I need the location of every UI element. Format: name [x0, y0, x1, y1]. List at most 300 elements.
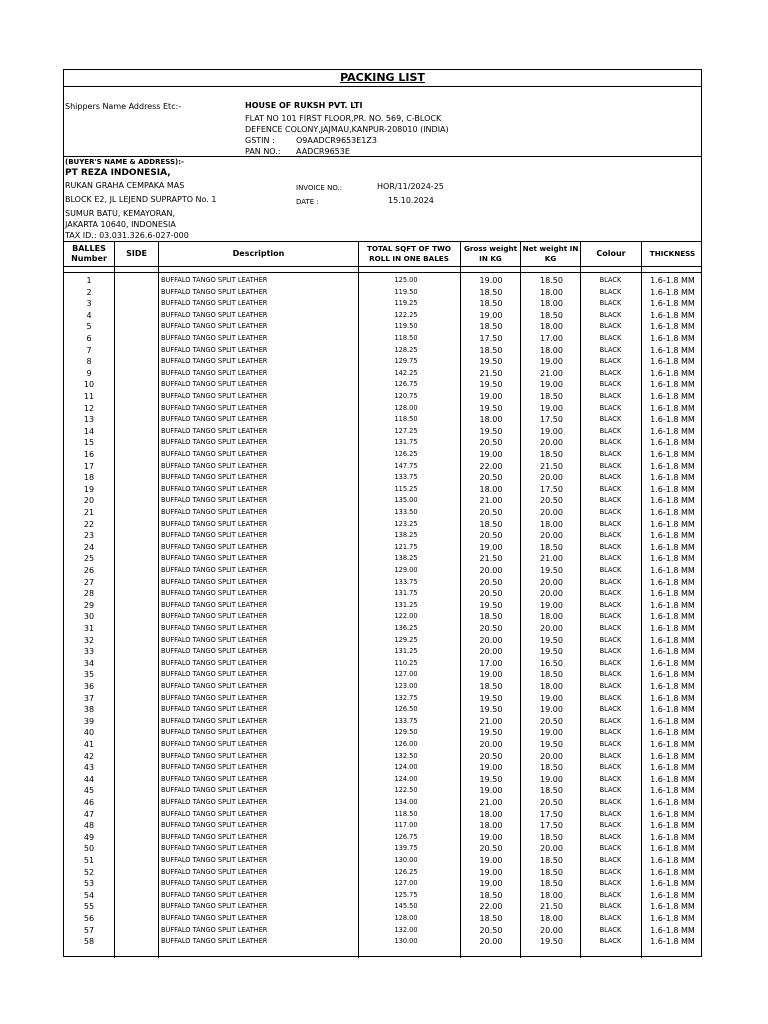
- gross-weight-cell: 21.00: [479, 496, 503, 506]
- sqft-cell: 132.00: [394, 925, 418, 934]
- balles-number-cell: 29: [83, 600, 95, 610]
- net-weight-cell: 18.50: [540, 832, 563, 842]
- gross-weight-cell: 19.00: [479, 276, 503, 285]
- thickness-cell: 1.6-1.8 MM: [650, 276, 695, 285]
- colour-cell: BLACK: [599, 554, 622, 563]
- sqft-cell: 121.75: [394, 542, 418, 551]
- description-cell: BUFFALO TANGO SPLIT LEATHER: [161, 531, 268, 540]
- colour-cell: BLACK: [599, 357, 622, 366]
- balles-number-cell: 15: [83, 438, 95, 448]
- balles-number-cell: 14: [83, 426, 95, 436]
- buyer-tax-id: TAX ID.: 03.031.326.6-027-000: [65, 231, 189, 240]
- net-weight-cell: 18.50: [540, 310, 563, 320]
- balles-number-cell: 45: [83, 786, 95, 796]
- net-weight-cell: 20.00: [540, 925, 563, 935]
- net-weight-cell: 18.00: [540, 519, 563, 529]
- thickness-cell: 1.6-1.8 MM: [650, 856, 695, 865]
- balles-number-cell: 55: [83, 902, 95, 912]
- net-weight-cell: 17.00: [540, 334, 563, 343]
- header-total-sqft: TOTAL SQFT OF TWO ROLL IN ONE BALES: [366, 244, 452, 263]
- net-weight-cell: 18.50: [540, 670, 563, 680]
- gross-weight-cell: 19.00: [479, 450, 503, 459]
- balles-number-cell: 23: [83, 531, 95, 541]
- description-cell: BUFFALO TANGO SPLIT LEATHER: [161, 380, 268, 389]
- balles-number-cell: 38: [83, 705, 95, 715]
- net-weight-cell: 20.50: [540, 798, 563, 807]
- description-cell: BUFFALO TANGO SPLIT LEATHER: [161, 821, 268, 830]
- description-cell: BUFFALO TANGO SPLIT LEATHER: [161, 658, 268, 667]
- table-row: [64, 530, 701, 542]
- net-weight-cell: 19.00: [540, 693, 563, 703]
- gross-weight-cell: 20.00: [479, 647, 503, 657]
- colour-cell: BLACK: [599, 751, 622, 760]
- colour-cell: BLACK: [599, 287, 622, 296]
- thickness-cell: 1.6-1.8 MM: [650, 438, 695, 448]
- sqft-cell: 139.75: [394, 844, 418, 853]
- sqft-cell: 122.25: [394, 310, 418, 319]
- thickness-cell: 1.6-1.8 MM: [650, 658, 695, 668]
- description-cell: BUFFALO TANGO SPLIT LEATHER: [161, 902, 268, 911]
- thickness-cell: 1.6-1.8 MM: [650, 566, 695, 575]
- net-weight-cell: 19.00: [540, 600, 563, 610]
- thickness-cell: 1.6-1.8 MM: [650, 751, 695, 761]
- table-row: [64, 739, 701, 751]
- thickness-cell: 1.6-1.8 MM: [650, 473, 695, 483]
- balles-number-cell: 17: [83, 461, 95, 471]
- table-row: [64, 774, 701, 786]
- thickness-cell: 1.6-1.8 MM: [650, 600, 695, 610]
- colour-cell: BLACK: [599, 612, 622, 621]
- table-row: [64, 867, 701, 879]
- gross-weight-cell: 17.50: [479, 334, 503, 343]
- sqft-cell: 131.75: [394, 438, 418, 447]
- shipper-address-line2: DEFENCE COLONY,JAJMAU,KANPUR-208010 (INDIA): [245, 125, 449, 134]
- colour-cell: BLACK: [599, 299, 622, 308]
- table-row: [64, 855, 701, 867]
- sqft-cell: 129.75: [394, 357, 418, 366]
- thickness-cell: 1.6-1.8 MM: [650, 902, 695, 912]
- description-cell: BUFFALO TANGO SPLIT LEATHER: [161, 357, 268, 366]
- table-row: [64, 658, 701, 670]
- colour-cell: BLACK: [599, 600, 622, 609]
- description-cell: BUFFALO TANGO SPLIT LEATHER: [161, 322, 268, 331]
- balles-number-cell: 42: [83, 751, 95, 761]
- description-cell: BUFFALO TANGO SPLIT LEATHER: [161, 287, 268, 296]
- net-weight-cell: 21.50: [540, 461, 563, 471]
- net-weight-cell: 21.50: [540, 902, 563, 912]
- description-cell: BUFFALO TANGO SPLIT LEATHER: [161, 368, 268, 377]
- thickness-cell: 1.6-1.8 MM: [650, 612, 695, 622]
- gross-weight-cell: 22.00: [479, 902, 503, 912]
- balles-number-cell: 34: [83, 658, 95, 668]
- sqft-cell: 131.25: [394, 647, 418, 656]
- table-row: [64, 577, 701, 589]
- thickness-cell: 1.6-1.8 MM: [650, 821, 695, 831]
- thickness-cell: 1.6-1.8 MM: [650, 867, 695, 877]
- thickness-cell: 1.6-1.8 MM: [650, 322, 695, 332]
- table-row: [64, 635, 701, 647]
- sqft-cell: 123.00: [394, 682, 418, 690]
- sqft-cell: 132.75: [394, 693, 418, 702]
- thickness-cell: 1.6-1.8 MM: [650, 380, 695, 390]
- table-row: [64, 669, 701, 681]
- sqft-cell: 132.50: [394, 751, 418, 760]
- colour-cell: BLACK: [599, 937, 622, 946]
- description-cell: BUFFALO TANGO SPLIT LEATHER: [161, 867, 268, 876]
- colour-cell: BLACK: [599, 658, 622, 667]
- gross-weight-cell: 20.50: [479, 508, 503, 517]
- net-weight-cell: 20.50: [540, 716, 563, 726]
- net-weight-cell: 18.00: [540, 890, 563, 900]
- table-header-bottom: [64, 266, 701, 267]
- balles-number-cell: 13: [83, 415, 95, 425]
- balles-number-cell: 27: [83, 577, 95, 587]
- balles-number-cell: 25: [83, 554, 95, 564]
- colour-cell: BLACK: [599, 508, 622, 516]
- colour-cell: BLACK: [599, 740, 622, 748]
- balles-number-cell: 24: [83, 542, 95, 552]
- colour-cell: BLACK: [599, 693, 622, 702]
- net-weight-cell: 18.50: [540, 879, 563, 889]
- net-weight-cell: 20.00: [540, 624, 563, 633]
- gross-weight-cell: 18.50: [479, 345, 503, 355]
- gross-weight-cell: 21.00: [479, 798, 503, 807]
- description-cell: BUFFALO TANGO SPLIT LEATHER: [161, 809, 268, 818]
- thickness-cell: 1.6-1.8 MM: [650, 461, 695, 471]
- colour-cell: BLACK: [599, 774, 622, 783]
- sqft-cell: 125.75: [394, 890, 418, 899]
- description-cell: BUFFALO TANGO SPLIT LEATHER: [161, 403, 268, 412]
- balles-number-cell: 46: [83, 798, 95, 807]
- net-weight-cell: 18.00: [540, 612, 563, 622]
- description-cell: BUFFALO TANGO SPLIT LEATHER: [161, 740, 268, 748]
- description-cell: BUFFALO TANGO SPLIT LEATHER: [161, 426, 268, 435]
- description-cell: BUFFALO TANGO SPLIT LEATHER: [161, 345, 268, 354]
- table-row: [64, 484, 701, 496]
- balles-number-cell: 58: [83, 937, 95, 947]
- net-weight-cell: 18.50: [540, 867, 563, 877]
- description-cell: BUFFALO TANGO SPLIT LEATHER: [161, 276, 268, 284]
- colour-cell: BLACK: [599, 682, 622, 690]
- gross-weight-cell: 18.50: [479, 914, 503, 923]
- balles-number-cell: 54: [83, 890, 95, 900]
- shipper-address-line1: FLAT NO 101 FIRST FLOOR,PR. NO. 569, C-BLOCK: [245, 114, 442, 123]
- table-row: [64, 391, 701, 403]
- thickness-cell: 1.6-1.8 MM: [650, 426, 695, 436]
- colour-cell: BLACK: [599, 473, 622, 482]
- thickness-cell: 1.6-1.8 MM: [650, 635, 695, 645]
- buyer-address-line4: JAKARTA 10640, INDONESIA: [65, 220, 176, 229]
- description-cell: BUFFALO TANGO SPLIT LEATHER: [161, 484, 268, 493]
- invoice-no-label: INVOICE NO.:: [296, 184, 343, 192]
- net-weight-cell: 19.00: [540, 357, 563, 367]
- net-weight-cell: 18.50: [540, 392, 563, 401]
- sqft-cell: 115.25: [394, 484, 418, 493]
- gross-weight-cell: 20.00: [479, 937, 503, 947]
- table-row: [64, 820, 701, 832]
- sqft-cell: 127.00: [394, 879, 418, 888]
- colour-cell: BLACK: [599, 577, 622, 586]
- gross-weight-cell: 18.50: [479, 287, 503, 297]
- balles-number-cell: 28: [83, 589, 95, 599]
- colour-cell: BLACK: [599, 786, 622, 795]
- colour-cell: BLACK: [599, 763, 622, 772]
- thickness-cell: 1.6-1.8 MM: [650, 705, 695, 715]
- table-row: [64, 333, 701, 345]
- net-weight-cell: 20.00: [540, 473, 563, 483]
- buyer-address-line2: BLOCK E2, JL LEJEND SUPRAPTO No. 1: [65, 195, 217, 204]
- balles-number-cell: 40: [83, 728, 95, 738]
- net-weight-cell: 18.50: [540, 542, 563, 552]
- shipper-label: Shippers Name Address Etc:-: [65, 102, 182, 111]
- net-weight-cell: 18.00: [540, 287, 563, 297]
- table-row: [64, 565, 701, 577]
- colour-cell: BLACK: [599, 925, 622, 934]
- sqft-cell: 110.25: [394, 658, 418, 667]
- gross-weight-cell: 18.50: [479, 890, 503, 900]
- gross-weight-cell: 19.50: [479, 728, 503, 738]
- thickness-cell: 1.6-1.8 MM: [650, 624, 695, 633]
- net-weight-cell: 19.50: [540, 740, 563, 749]
- sqft-cell: 138.25: [394, 554, 418, 563]
- net-weight-cell: 18.50: [540, 856, 563, 865]
- gross-weight-cell: 19.50: [479, 774, 503, 784]
- description-cell: BUFFALO TANGO SPLIT LEATHER: [161, 415, 268, 424]
- colour-cell: BLACK: [599, 821, 622, 830]
- gross-weight-cell: 21.00: [479, 716, 503, 726]
- description-cell: BUFFALO TANGO SPLIT LEATHER: [161, 392, 268, 400]
- net-weight-cell: 19.00: [540, 426, 563, 436]
- thickness-cell: 1.6-1.8 MM: [650, 716, 695, 726]
- gross-weight-cell: 18.50: [479, 519, 503, 529]
- gross-weight-cell: 20.50: [479, 589, 503, 599]
- table-row: [64, 553, 701, 565]
- description-cell: BUFFALO TANGO SPLIT LEATHER: [161, 450, 268, 458]
- buyer-name: PT REZA INDONESIA,: [65, 168, 171, 178]
- gross-weight-cell: 18.50: [479, 612, 503, 622]
- gross-weight-cell: 19.00: [479, 879, 503, 889]
- thickness-cell: 1.6-1.8 MM: [650, 763, 695, 773]
- description-cell: BUFFALO TANGO SPLIT LEATHER: [161, 937, 268, 946]
- balles-number-cell: 9: [86, 368, 92, 378]
- table-row: [64, 345, 701, 357]
- thickness-cell: 1.6-1.8 MM: [650, 542, 695, 552]
- sqft-cell: 118.50: [394, 809, 418, 818]
- balles-number-cell: 22: [83, 519, 95, 529]
- balles-number-cell: 33: [83, 647, 95, 657]
- balles-number-cell: 52: [83, 867, 95, 877]
- colour-cell: BLACK: [599, 345, 622, 354]
- thickness-cell: 1.6-1.8 MM: [650, 357, 695, 367]
- description-cell: BUFFALO TANGO SPLIT LEATHER: [161, 728, 268, 737]
- balles-number-cell: 30: [83, 612, 95, 622]
- balles-number-cell: 4: [86, 310, 92, 320]
- table-row: [64, 832, 701, 844]
- colour-cell: BLACK: [599, 403, 622, 412]
- gross-weight-cell: 19.50: [479, 600, 503, 610]
- thickness-cell: 1.6-1.8 MM: [650, 693, 695, 703]
- description-cell: BUFFALO TANGO SPLIT LEATHER: [161, 890, 268, 899]
- gross-weight-cell: 19.00: [479, 392, 503, 401]
- gross-weight-cell: 18.50: [479, 299, 503, 309]
- description-cell: BUFFALO TANGO SPLIT LEATHER: [161, 682, 268, 690]
- balles-number-cell: 10: [83, 380, 95, 390]
- table-row: [64, 913, 701, 925]
- description-cell: BUFFALO TANGO SPLIT LEATHER: [161, 693, 268, 702]
- table-row: [64, 426, 701, 438]
- balles-number-cell: 2: [86, 287, 92, 297]
- table-row: [64, 507, 701, 519]
- colour-cell: BLACK: [599, 589, 622, 598]
- gross-weight-cell: 19.50: [479, 357, 503, 367]
- balles-number-cell: 31: [83, 624, 95, 633]
- net-weight-cell: 19.00: [540, 774, 563, 784]
- table-row: [64, 368, 701, 380]
- balles-number-cell: 3: [86, 299, 92, 309]
- net-weight-cell: 20.00: [540, 577, 563, 587]
- gross-weight-cell: 19.50: [479, 380, 503, 390]
- thickness-cell: 1.6-1.8 MM: [650, 519, 695, 529]
- gross-weight-cell: 19.00: [479, 786, 503, 796]
- header-description: Description: [232, 249, 285, 258]
- thickness-cell: 1.6-1.8 MM: [650, 403, 695, 413]
- net-weight-cell: 20.00: [540, 531, 563, 541]
- table-row: [64, 298, 701, 310]
- thickness-cell: 1.6-1.8 MM: [650, 937, 695, 947]
- shipper-name: HOUSE OF RUKSH PVT. LTI: [245, 101, 363, 110]
- balles-number-cell: 51: [83, 856, 95, 865]
- colour-cell: BLACK: [599, 380, 622, 389]
- sqft-cell: 126.75: [394, 832, 418, 841]
- description-cell: BUFFALO TANGO SPLIT LEATHER: [161, 461, 268, 470]
- description-cell: BUFFALO TANGO SPLIT LEATHER: [161, 635, 268, 644]
- net-weight-cell: 19.50: [540, 566, 563, 575]
- thickness-cell: 1.6-1.8 MM: [650, 647, 695, 657]
- colour-cell: BLACK: [599, 415, 622, 424]
- colour-cell: BLACK: [599, 832, 622, 841]
- description-cell: BUFFALO TANGO SPLIT LEATHER: [161, 438, 268, 447]
- packing-list-sheet: [63, 69, 702, 957]
- thickness-cell: 1.6-1.8 MM: [650, 809, 695, 819]
- table-row: [64, 403, 701, 415]
- thickness-cell: 1.6-1.8 MM: [650, 299, 695, 309]
- invoice-no-value: HOR/11/2024-25: [377, 182, 444, 191]
- sqft-cell: 126.25: [394, 867, 418, 876]
- gross-weight-cell: 21.50: [479, 554, 503, 564]
- table-row: [64, 379, 701, 391]
- colour-cell: BLACK: [599, 844, 622, 853]
- gross-weight-cell: 19.50: [479, 705, 503, 715]
- sqft-cell: 130.00: [394, 937, 418, 946]
- balles-number-cell: 16: [83, 450, 95, 459]
- thickness-cell: 1.6-1.8 MM: [650, 334, 695, 343]
- description-cell: BUFFALO TANGO SPLIT LEATHER: [161, 647, 268, 656]
- sqft-cell: 131.75: [394, 589, 418, 598]
- balles-number-cell: 53: [83, 879, 95, 889]
- thickness-cell: 1.6-1.8 MM: [650, 890, 695, 900]
- thickness-cell: 1.6-1.8 MM: [650, 287, 695, 297]
- colour-cell: BLACK: [599, 716, 622, 725]
- sqft-cell: 142.25: [394, 368, 418, 377]
- balles-number-cell: 5: [86, 322, 92, 332]
- pan-label: PAN NO.:: [245, 147, 281, 156]
- thickness-cell: 1.6-1.8 MM: [650, 832, 695, 842]
- header-net-weight: Net weight IN KG: [522, 244, 579, 263]
- net-weight-cell: 18.00: [540, 682, 563, 691]
- net-weight-cell: 17.50: [540, 821, 563, 831]
- sqft-cell: 131.25: [394, 600, 418, 609]
- balles-number-cell: 57: [83, 925, 95, 935]
- sqft-cell: 119.25: [394, 299, 418, 308]
- gross-weight-cell: 22.00: [479, 461, 503, 471]
- date-value: 15.10.2024: [388, 196, 434, 205]
- gross-weight-cell: 19.00: [479, 310, 503, 320]
- description-cell: BUFFALO TANGO SPLIT LEATHER: [161, 879, 268, 888]
- buyer-label: (BUYER'S NAME & ADDRESS):-: [65, 158, 184, 166]
- thickness-cell: 1.6-1.8 MM: [650, 798, 695, 807]
- balles-number-cell: 19: [83, 484, 95, 494]
- net-weight-cell: 18.50: [540, 763, 563, 773]
- thickness-cell: 1.6-1.8 MM: [650, 914, 695, 923]
- colour-cell: BLACK: [599, 392, 622, 400]
- table-row: [64, 449, 701, 461]
- description-cell: BUFFALO TANGO SPLIT LEATHER: [161, 624, 268, 632]
- thickness-cell: 1.6-1.8 MM: [650, 392, 695, 401]
- gross-weight-cell: 20.50: [479, 751, 503, 761]
- pan-value: AADCR9653E: [296, 147, 350, 156]
- table-row: [64, 716, 701, 728]
- net-weight-cell: 20.00: [540, 508, 563, 517]
- date-label: DATE :: [296, 198, 319, 206]
- table-row: [64, 461, 701, 473]
- table-row: [64, 890, 701, 902]
- net-weight-cell: 21.00: [540, 554, 563, 564]
- table-row: [64, 785, 701, 797]
- balles-number-cell: 48: [83, 821, 95, 831]
- colour-cell: BLACK: [599, 438, 622, 447]
- net-weight-cell: 19.50: [540, 937, 563, 947]
- gross-weight-cell: 19.00: [479, 763, 503, 773]
- description-cell: BUFFALO TANGO SPLIT LEATHER: [161, 310, 268, 319]
- thickness-cell: 1.6-1.8 MM: [650, 496, 695, 506]
- colour-cell: BLACK: [599, 670, 622, 679]
- table-row: [64, 925, 701, 937]
- colour-cell: BLACK: [599, 276, 622, 284]
- colour-cell: BLACK: [599, 879, 622, 888]
- colour-cell: BLACK: [599, 519, 622, 528]
- gross-weight-cell: 20.50: [479, 624, 503, 633]
- table-row: [64, 901, 701, 913]
- table-row: [64, 275, 701, 287]
- sqft-cell: 129.50: [394, 728, 418, 737]
- balles-number-cell: 21: [83, 508, 95, 517]
- thickness-cell: 1.6-1.8 MM: [650, 554, 695, 564]
- thickness-cell: 1.6-1.8 MM: [650, 531, 695, 541]
- sqft-cell: 123.25: [394, 519, 418, 528]
- balles-number-cell: 43: [83, 763, 95, 773]
- colour-cell: BLACK: [599, 368, 622, 377]
- colour-cell: BLACK: [599, 635, 622, 644]
- description-cell: BUFFALO TANGO SPLIT LEATHER: [161, 554, 268, 563]
- net-weight-cell: 19.00: [540, 728, 563, 738]
- net-weight-cell: 20.50: [540, 496, 563, 506]
- sqft-cell: 122.50: [394, 786, 418, 795]
- colour-cell: BLACK: [599, 322, 622, 331]
- net-weight-cell: 16.50: [540, 658, 563, 668]
- gross-weight-cell: 20.00: [479, 566, 503, 575]
- gross-weight-cell: 18.00: [479, 484, 503, 494]
- colour-cell: BLACK: [599, 867, 622, 876]
